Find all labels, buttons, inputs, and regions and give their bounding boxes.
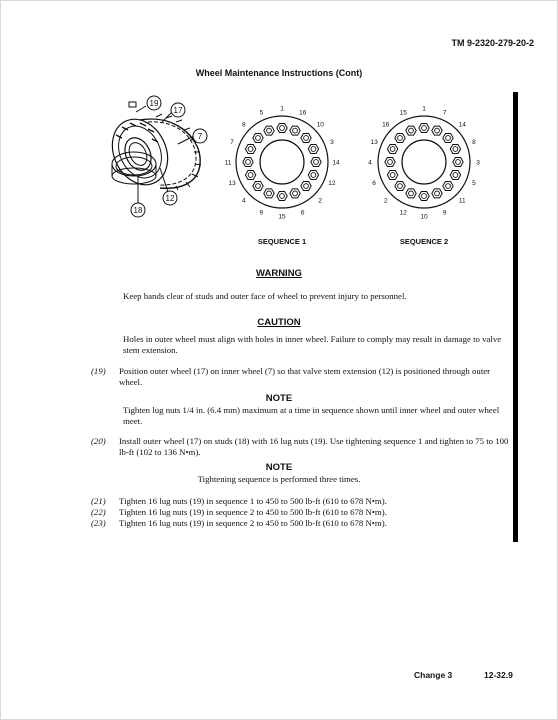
note-heading: NOTE bbox=[265, 462, 293, 473]
sequence-number: 14 bbox=[332, 159, 340, 167]
sequence-number: 1 bbox=[280, 105, 284, 113]
sequence-2-diagram bbox=[364, 100, 484, 226]
sequence-number: 16 bbox=[382, 121, 390, 129]
sequence-number: 4 bbox=[368, 159, 372, 167]
callout-19: 19 bbox=[149, 99, 159, 108]
sequence-number: 2 bbox=[318, 197, 323, 205]
lug-nut-icon bbox=[443, 134, 453, 143]
step-text: Tighten 16 lug nuts (19) in sequence 2 to 450 to 500 lb-ft (610 to 678 N•m). bbox=[119, 507, 387, 517]
change-number: Change 3 bbox=[414, 670, 453, 680]
sequence-number: 16 bbox=[299, 109, 307, 117]
warning-text: Keep hands clear of studs and outer face of wheel to prevent injury to personnel. bbox=[123, 291, 407, 301]
wheel-hub bbox=[402, 140, 446, 184]
callout-17: 17 bbox=[173, 106, 183, 115]
sequence-number: 13 bbox=[228, 180, 236, 188]
sequence-number: 15 bbox=[278, 213, 286, 221]
lug-nut-icon bbox=[387, 145, 397, 154]
tire-illustration bbox=[100, 92, 220, 222]
sequence-number: 6 bbox=[372, 180, 376, 188]
sequence-number: 7 bbox=[442, 109, 447, 117]
sequence-number: 14 bbox=[458, 121, 466, 129]
step-text: Tighten 16 lug nuts (19) in sequence 1 to 450 to 500 lb-ft (610 to 678 N•m). bbox=[119, 496, 387, 506]
lug-nut-icon bbox=[450, 171, 460, 180]
lug-nut-icon bbox=[253, 182, 263, 191]
sequence-number: 11 bbox=[224, 159, 232, 167]
lug-nut-icon bbox=[395, 134, 405, 143]
sequence-number: 6 bbox=[300, 209, 305, 217]
callout-18: 18 bbox=[133, 206, 143, 215]
sequence-number: 4 bbox=[241, 197, 246, 205]
sequence-number: 10 bbox=[316, 121, 324, 129]
note-heading: NOTE bbox=[265, 393, 293, 404]
lug-nut-icon bbox=[432, 126, 442, 135]
lug-nut-icon bbox=[406, 126, 416, 135]
step-number: (21) bbox=[91, 496, 106, 506]
wheel-hub bbox=[260, 140, 304, 184]
lug-nut-icon bbox=[395, 182, 405, 191]
sequence-number: 10 bbox=[420, 213, 428, 221]
sequence-number: 5 bbox=[472, 180, 476, 188]
lug-nut-icon bbox=[406, 189, 416, 198]
lug-nut-icon bbox=[301, 182, 311, 191]
sequence-1-diagram bbox=[222, 100, 342, 226]
lug-nut-icon bbox=[432, 189, 442, 198]
tm-number: TM 9-2320-279-20-2 bbox=[451, 38, 534, 48]
sequence-number: 7 bbox=[230, 138, 234, 146]
step-number: (19) bbox=[91, 366, 106, 376]
lug-nut-icon bbox=[290, 126, 300, 135]
lug-nut-icon bbox=[419, 124, 429, 133]
lug-nut-icon bbox=[264, 126, 274, 135]
lug-nut-icon bbox=[308, 171, 318, 180]
lug-nut-icon bbox=[253, 134, 263, 143]
sequence-number: 1 bbox=[422, 105, 426, 113]
sequence-number: 12 bbox=[328, 180, 336, 188]
note-text: Tightening sequence is performed three times. bbox=[197, 474, 361, 484]
callout-7: 7 bbox=[197, 132, 203, 141]
sequence-number: 3 bbox=[330, 138, 334, 146]
lug-nut-icon bbox=[243, 158, 253, 167]
step-text: Tighten 16 lug nuts (19) in sequence 2 to 450 to 500 lb-ft (610 to 678 N•m). bbox=[119, 518, 387, 528]
lug-nut-icon bbox=[301, 134, 311, 143]
lug-nut-icon bbox=[450, 145, 460, 154]
lug-nut-icon bbox=[311, 158, 321, 167]
lug-nut-icon bbox=[277, 124, 287, 133]
lug-nut-icon bbox=[245, 171, 255, 180]
caution-heading: CAUTION bbox=[257, 317, 301, 328]
callout-12: 12 bbox=[165, 194, 175, 203]
sequence-number: 11 bbox=[458, 197, 466, 205]
sequence-number: 2 bbox=[383, 197, 388, 205]
lug-nut-icon bbox=[443, 182, 453, 191]
page-title: Wheel Maintenance Instructions (Cont) bbox=[195, 68, 363, 78]
sequence-number: 9 bbox=[259, 209, 264, 217]
sequence-number: 3 bbox=[476, 159, 480, 167]
lug-nut-icon bbox=[419, 192, 429, 201]
lug-nut-icon bbox=[308, 145, 318, 154]
lug-nut-icon bbox=[290, 189, 300, 198]
sequence-2-label: SEQUENCE 2 bbox=[399, 237, 449, 246]
warning-heading: WARNING bbox=[256, 268, 302, 279]
step-number: (23) bbox=[91, 518, 106, 528]
sequence-1-label: SEQUENCE 1 bbox=[257, 237, 307, 246]
sequence-number: 12 bbox=[399, 209, 407, 217]
step-text: Install outer wheel (17) on studs (18) with 16 lug nuts (19). Use tightening sequence 1 and tighten to 75 to 100 lb-ft (102 to 136 N•m). bbox=[119, 436, 509, 457]
sequence-number: 5 bbox=[259, 109, 264, 117]
page-number: 12-32.9 bbox=[484, 670, 513, 680]
lug-nut-icon bbox=[453, 158, 463, 167]
note-text: Tighten lug nuts 1/4 in. (6.4 mm) maximum at a time in sequence shown until inner wheel and outer wheel meet. bbox=[123, 405, 500, 426]
lug-nut-icon bbox=[264, 189, 274, 198]
step-text: Position outer wheel (17) on inner wheel (7) so that valve stem extension (12) is positioned through outer wheel. bbox=[119, 366, 491, 387]
lug-nut-icon bbox=[385, 158, 395, 167]
sequence-number: 9 bbox=[442, 209, 447, 217]
sequence-number: 8 bbox=[241, 121, 246, 129]
sequence-number: 8 bbox=[472, 138, 476, 146]
step-number: (22) bbox=[91, 507, 106, 517]
lug-nut-icon bbox=[245, 145, 255, 154]
caution-text: Holes in outer wheel must align with holes in inner wheel. Failure to comply may result in damage to valve stem extension. bbox=[123, 334, 502, 355]
step-number: (20) bbox=[91, 436, 106, 446]
lug-nut-icon bbox=[277, 192, 287, 201]
lug-nut-icon bbox=[387, 171, 397, 180]
sequence-number: 13 bbox=[370, 138, 378, 146]
sequence-number: 15 bbox=[399, 109, 407, 117]
